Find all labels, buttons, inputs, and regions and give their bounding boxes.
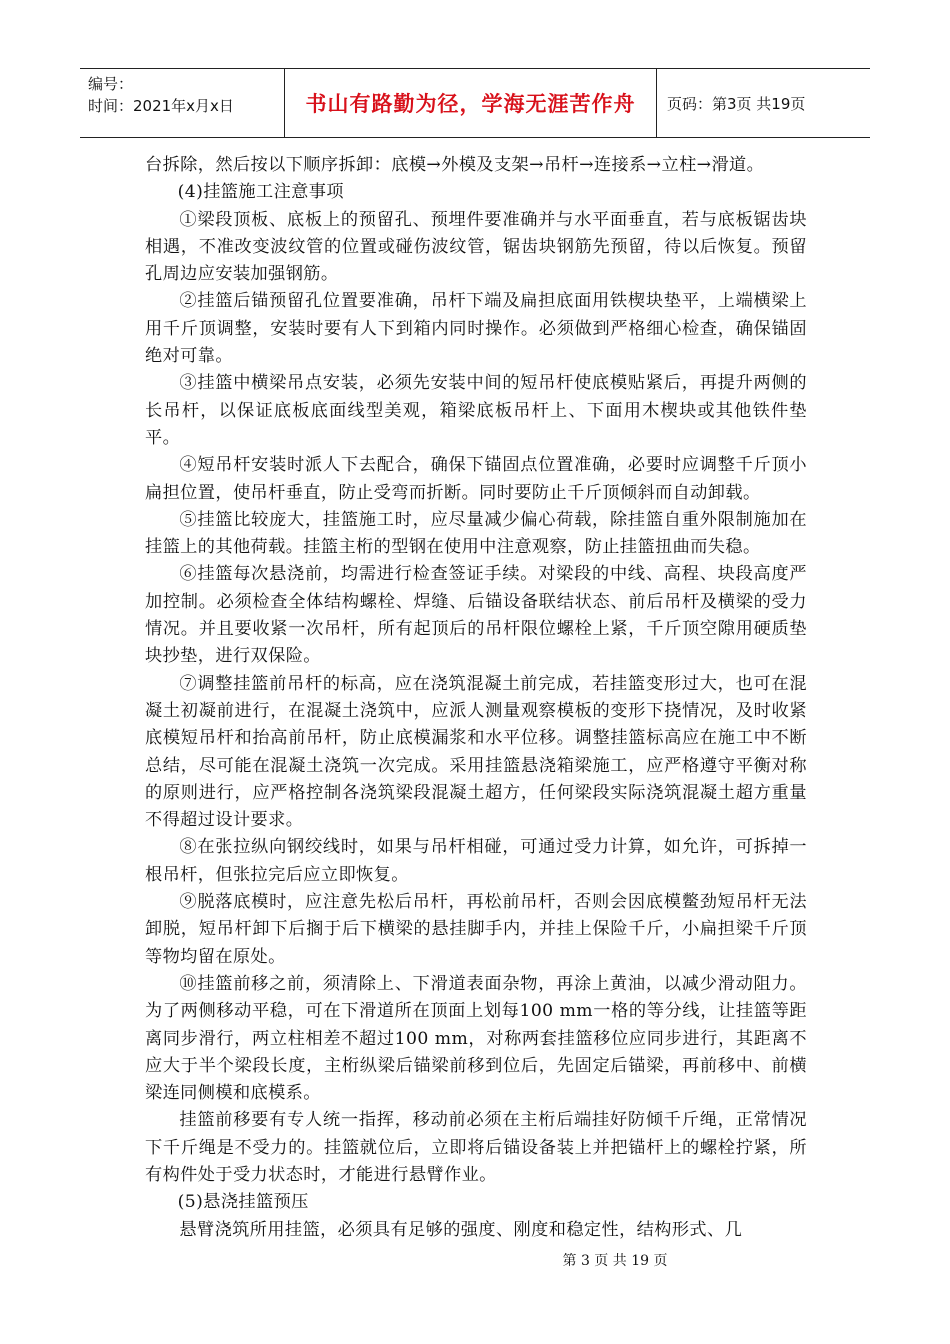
section-heading: (5)悬浇挂篮预压	[177, 1192, 309, 1213]
paragraph: 挂篮前移要有专人统一指挥，移动前必须在主桁后端挂好防倾千斤绳，正常情况下千斤绳是不受力的。挂篮就位后，立即将后锚设备装上并把锚杆上的螺栓拧紧，所有构件处于受力状态时，才能进行悬臂作业。	[145, 1110, 807, 1185]
section-heading: (4)挂篮施工注意事项	[177, 182, 344, 203]
paragraph: ①梁段顶板、底板上的预留孔、预埋件要准确并与水平面垂直，若与底板锯齿块相遇，不准改变波纹管的位置或碰伤波纹管，锯齿块钢筋先预留，待以后恢复。预留孔周边应安装加强钢筋。	[145, 209, 807, 285]
paragraph: ③挂篮中横梁吊点安装，必须先安装中间的短吊杆使底模贴紧后，再提升两侧的长吊杆，以保证底板底面线型美观，箱梁底板吊杆上、下面用木楔块或其他铁件垫平。	[145, 373, 807, 448]
paragraph: ⑨脱落底模时，应注意先松后吊杆，再松前吊杆，否则会因底模鳖劲短吊杆无法卸脱，短吊杆卸下后搁于后下横梁的悬挂脚手内，并挂上保险千斤，小扁担梁千斤顶等物均留在原处。	[145, 892, 807, 967]
paragraph: ⑤挂篮比较庞大，挂篮施工时，应尽量减少偏心荷载，除挂篮自重外限制施加在挂篮上的其他荷载。挂篮主桁的型钢在使用中注意观察，防止挂篮扭曲而失稳。	[145, 509, 807, 558]
paragraph: ⑧在张拉纵向钢绞线时，如果与吊杆相碰，可通过受力计算，如允许，可拆掉一根吊杆，但张拉完后应立即恢复。	[145, 837, 807, 885]
paragraph: ⑥挂篮每次悬浇前，均需进行检查签证手续。对梁段的中线、高程、块段高度严加控制。必须检查全体结构螺栓、焊缝、后锚设备联结状态、前后吊杆及横梁的受力情况。并且要收紧一次吊杆，所有起顶后的吊杆限位螺栓上紧，千斤顶空隙用硬质垫块抄垫，进行双保险。	[145, 564, 807, 667]
paragraph: 悬臂浇筑所用挂篮，必须具有足够的强度、刚度和稳定性，结构形式、几	[179, 1219, 743, 1240]
paragraph: ②挂篮后锚预留孔位置要准确，吊杆下端及扁担底面用铁楔块垫平，上端横梁上用千斤顶调整，安装时要有人下到箱内同时操作。必须做到严格细心检查，确保锚固绝对可靠。	[145, 291, 807, 367]
paragraph: 台拆除，然后按以下顺序拆卸：底模→外模及支架→吊杆→连接系→立柱→滑道。	[145, 155, 765, 175]
paragraph: ⑦调整挂篮前吊杆的标高，应在浇筑混凝土前完成，若挂篮变形过大，也可在混凝土初凝前进行，在混凝土浇筑中，应派人测量观察模板的变形下挠情况，及时收紧底模短吊杆和抬高前吊杆，防止底模漏浆和水平位移。调整挂篮标高应在施工中不断总结，尽可能在混凝土浇筑一次完成。采用挂篮悬浇箱梁施工，应严格遵守平衡对称的原则进行，应严格控制各浇筑梁段混凝土超方，任何梁段实际浇筑混凝土超方重量不得超过设计要求。	[145, 673, 807, 831]
page-footer: 第 3 页 共 19 页	[562, 1253, 668, 1269]
header-motto: 书山有路勤为径，学海无涯苦作舟	[285, 69, 657, 137]
document-date-label: 时间：2021年x月x日	[88, 97, 234, 115]
header-page-info: 页码：第3页 共19页	[667, 94, 806, 113]
header-meta	[80, 69, 285, 137]
document-body	[145, 152, 807, 1244]
paragraph: ⑩挂篮前移之前，须清除上、下滑道表面杂物，再涂上黄油，以减少滑动阻力。为了两侧移动平稳，可在下滑道所在顶面上划每100 mm一格的等分线，让挂篮等距离同步滑行，两立柱相差不超过100 mm，对称两套挂篮移位应同步进行，其距离不应大于半个梁段长度，主桁纵梁后锚梁前移到位后，先固定后锚梁，再前移中、前横梁连同侧模和底模系。	[145, 973, 807, 1104]
document-number-label: 编号：	[88, 75, 134, 93]
paragraph: ④短吊杆安装时派人下去配合，确保下锚固点位置准确，必要时应调整千斤顶小扁担位置，使吊杆垂直，防止受弯而折断。同时要防止千斤顶倾斜而自动卸载。	[145, 455, 807, 503]
page-header	[80, 68, 870, 138]
